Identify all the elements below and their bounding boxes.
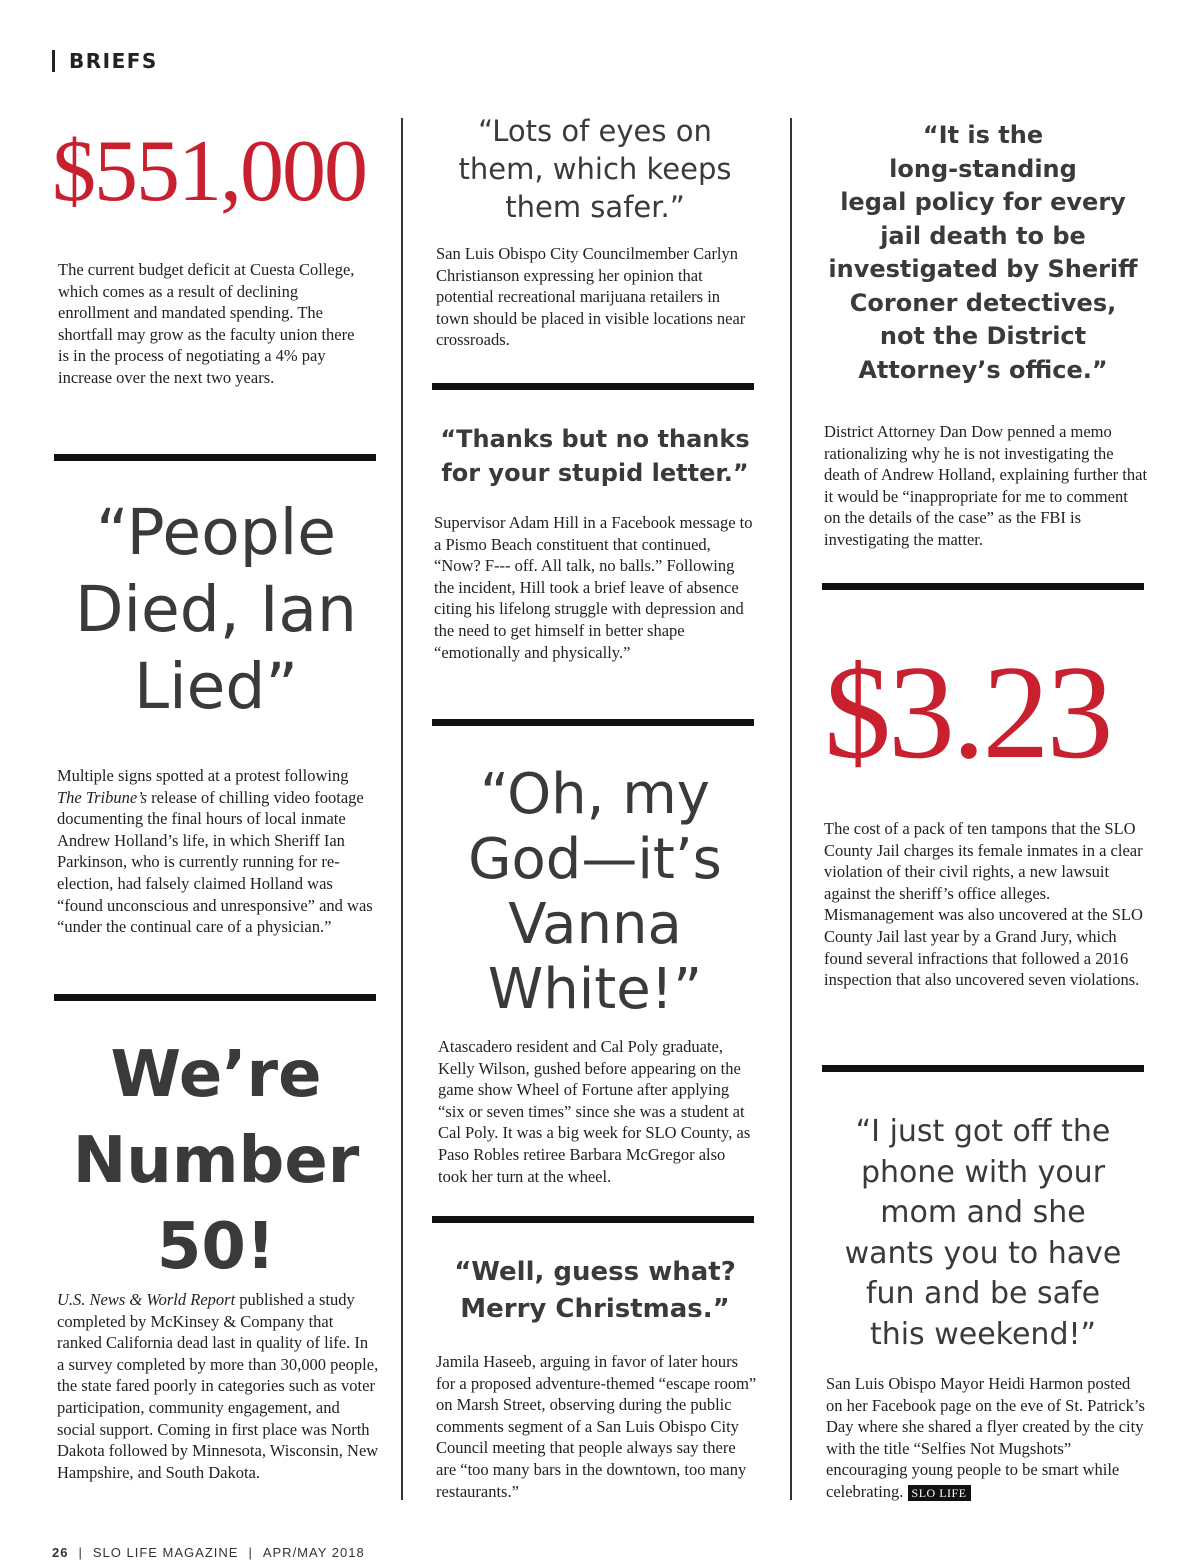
body-text: San Luis Obispo Mayor Heidi Harmon posted on her Facebook page on the eve of St. Patrick’s Day where she shared a flyer created by the city with the title “Selfies Not Mugshots” encouraging young people to be smart while celebrating. bbox=[826, 1374, 1145, 1501]
quote-line: Lied” bbox=[134, 650, 298, 723]
quote-line: Vanna bbox=[508, 892, 682, 957]
divider-bar bbox=[432, 719, 754, 726]
quote-mom-phone bbox=[808, 1112, 1158, 1355]
headline-number-50-body bbox=[57, 1289, 379, 1483]
quote-merry-christmas-body: Jamila Haseeb, arguing in favor of later hours for a proposed adventure-themed “escape room” on Marsh Street, observing during the public comments segment of a San Luis Obispo City Council meeting that people always say there are “too many bars in the downtown, too many restaurants.” bbox=[436, 1352, 757, 1501]
section-label: BRIEFS bbox=[52, 50, 158, 72]
divider-bar bbox=[432, 1216, 754, 1223]
quote-people-died-body bbox=[57, 765, 375, 938]
quote-merry-christmas bbox=[420, 1254, 770, 1328]
quote-line: not the District bbox=[879, 322, 1087, 350]
stat-551000-body: The current budget deficit at Cuesta College, which comes as a result of declining enrollment and mandated spending. The shortfall may grow as the faculty union there is in the process of negotiating a 4% pay increase over the next two years. bbox=[58, 260, 355, 387]
quote-line: for your stupid letter.” bbox=[441, 459, 749, 487]
quote-line: God—it’s bbox=[468, 827, 722, 892]
quote-line: them, which keeps bbox=[458, 152, 732, 186]
stat-figure: $3.23 bbox=[824, 638, 1111, 786]
stat-figure: $551,000 bbox=[52, 123, 366, 220]
separator: | bbox=[248, 1545, 253, 1560]
quote-line: “Lots of eyes on bbox=[478, 114, 712, 148]
quote-line: them safer.” bbox=[505, 190, 685, 224]
quote-line: mom and she bbox=[880, 1195, 1086, 1230]
quote-line: fun and be safe bbox=[865, 1276, 1101, 1311]
quote-jail-death-policy-body: District Attorney Dan Dow penned a memo rationalizing why he is not investigating the death of Andrew Holland, explaining further that it would be “inappropriate for me to comment on the details of the case” as the FBI is investigating the matter. bbox=[824, 422, 1148, 549]
headline-line: We’re bbox=[110, 1038, 322, 1112]
quote-line: “Oh, my bbox=[480, 762, 710, 827]
quote-line: Coroner detectives, bbox=[849, 288, 1117, 317]
magazine-name: SLO LIFE MAGAZINE bbox=[92, 1545, 239, 1560]
quote-line: “I just got off the bbox=[855, 1114, 1111, 1149]
publication-name: The Tribune’s bbox=[57, 787, 148, 807]
quote-line: investigated by Sheriff bbox=[828, 255, 1138, 283]
divider-bar bbox=[432, 383, 754, 390]
stat-323-body: The cost of a pack of ten tampons that the SLO County Jail charges its female inmates in a clear violation of their civil rights, a new lawsuit against the sheriff’s office alleges. Mismanagement was also uncovered at the SLO County Jail last year by a Grand Jury, which found several infractions that followed a 2016 inspection that also uncovered seven violations. bbox=[824, 819, 1143, 990]
body-text: Multiple signs spotted at a protest following bbox=[57, 766, 349, 785]
quote-line: White!” bbox=[487, 957, 703, 1022]
quote-line: long-standing bbox=[889, 154, 1077, 183]
quote-vanna-white-body: Atascadero resident and Cal Poly graduate, Kelly Wilson, gushed before appearing on the game show Wheel of Fortune after applying “six or seven times” since she was a student at Cal Poly. It was a big week for SLO County, as Paso Robles retiree Barbara McGregor also took her turn at the wheel. bbox=[438, 1037, 751, 1186]
headline-line: 50! bbox=[156, 1210, 276, 1284]
page-number: 26 bbox=[52, 1545, 69, 1560]
quote-lots-of-eyes-body: San Luis Obispo City Councilmember Carlyn Christianson expressing her opinion that potential recreational marijuana retailers in town should be placed in visible locations near crossroads. bbox=[436, 244, 746, 350]
quote-line: Died, Ian bbox=[75, 573, 357, 646]
quote-people-died bbox=[40, 494, 392, 725]
quote-line: jail death to be bbox=[880, 221, 1086, 250]
quote-line: “People bbox=[95, 496, 336, 569]
stat-551000 bbox=[52, 123, 372, 220]
quote-line: this weekend!” bbox=[869, 1316, 1097, 1352]
quote-line: “Thanks but no thanks bbox=[440, 425, 750, 453]
quote-line: phone with your bbox=[860, 1154, 1106, 1190]
headline-number-50 bbox=[40, 1032, 392, 1290]
divider-bar bbox=[54, 994, 376, 1001]
quote-vanna-white bbox=[420, 762, 770, 1022]
divider-bar bbox=[822, 1065, 1144, 1072]
column-divider-left bbox=[401, 118, 403, 1500]
quote-line: “Well, guess what? bbox=[454, 1257, 736, 1287]
quote-line: Merry Christmas.” bbox=[460, 1294, 730, 1324]
separator: | bbox=[78, 1545, 83, 1560]
quote-line: wants you to have bbox=[844, 1235, 1122, 1271]
divider-bar bbox=[822, 583, 1144, 590]
quote-jail-death-policy bbox=[808, 119, 1158, 387]
quote-thanks-but-no bbox=[420, 422, 770, 490]
quote-mom-phone-body bbox=[826, 1373, 1150, 1505]
quote-thanks-but-no-body: Supervisor Adam Hill in a Facebook message to a Pismo Beach constituent that continued, “Now? F--- off. All talk, no balls.” Following the incident, Hill took a brief leave of absence citing his lifelong struggle with depression and the need to get himself in better shape “emotionally and physically.” bbox=[434, 513, 753, 662]
column-divider-right bbox=[790, 118, 792, 1500]
publication-name: U.S. News & World Report bbox=[57, 1290, 236, 1309]
stat-323 bbox=[824, 638, 1154, 786]
end-tag: SLO LIFE bbox=[908, 1485, 971, 1501]
divider-bar bbox=[54, 454, 376, 461]
quote-lots-of-eyes bbox=[430, 112, 760, 226]
body-text: release of chilling video footage documenting the final hours of local inmate Andrew Holland’s life, in which Sheriff Ian Parkinson, who is currently running for re-election, had falsely claimed Holland was “found unconscious and unresponsive” and was “under the continual care of a physician.” bbox=[57, 787, 373, 937]
headline-line: Number bbox=[72, 1124, 360, 1198]
quote-line: legal policy for every bbox=[840, 188, 1126, 216]
body-text: published a study completed by McKinsey & Company that ranked California dead last in quality of life. In a survey completed by more than 30,000 people, the state fared poorly in categories such as voter participation, community engagement, and social support. Coming in first place was North Dakota followed by Minnesota, Wisconsin, New Hampshire, and South Dakota. bbox=[57, 1290, 379, 1482]
quote-line: “It is the bbox=[922, 121, 1044, 149]
quote-line: Attorney’s office.” bbox=[858, 355, 1108, 384]
issue-date: APR/MAY 2018 bbox=[262, 1545, 365, 1560]
